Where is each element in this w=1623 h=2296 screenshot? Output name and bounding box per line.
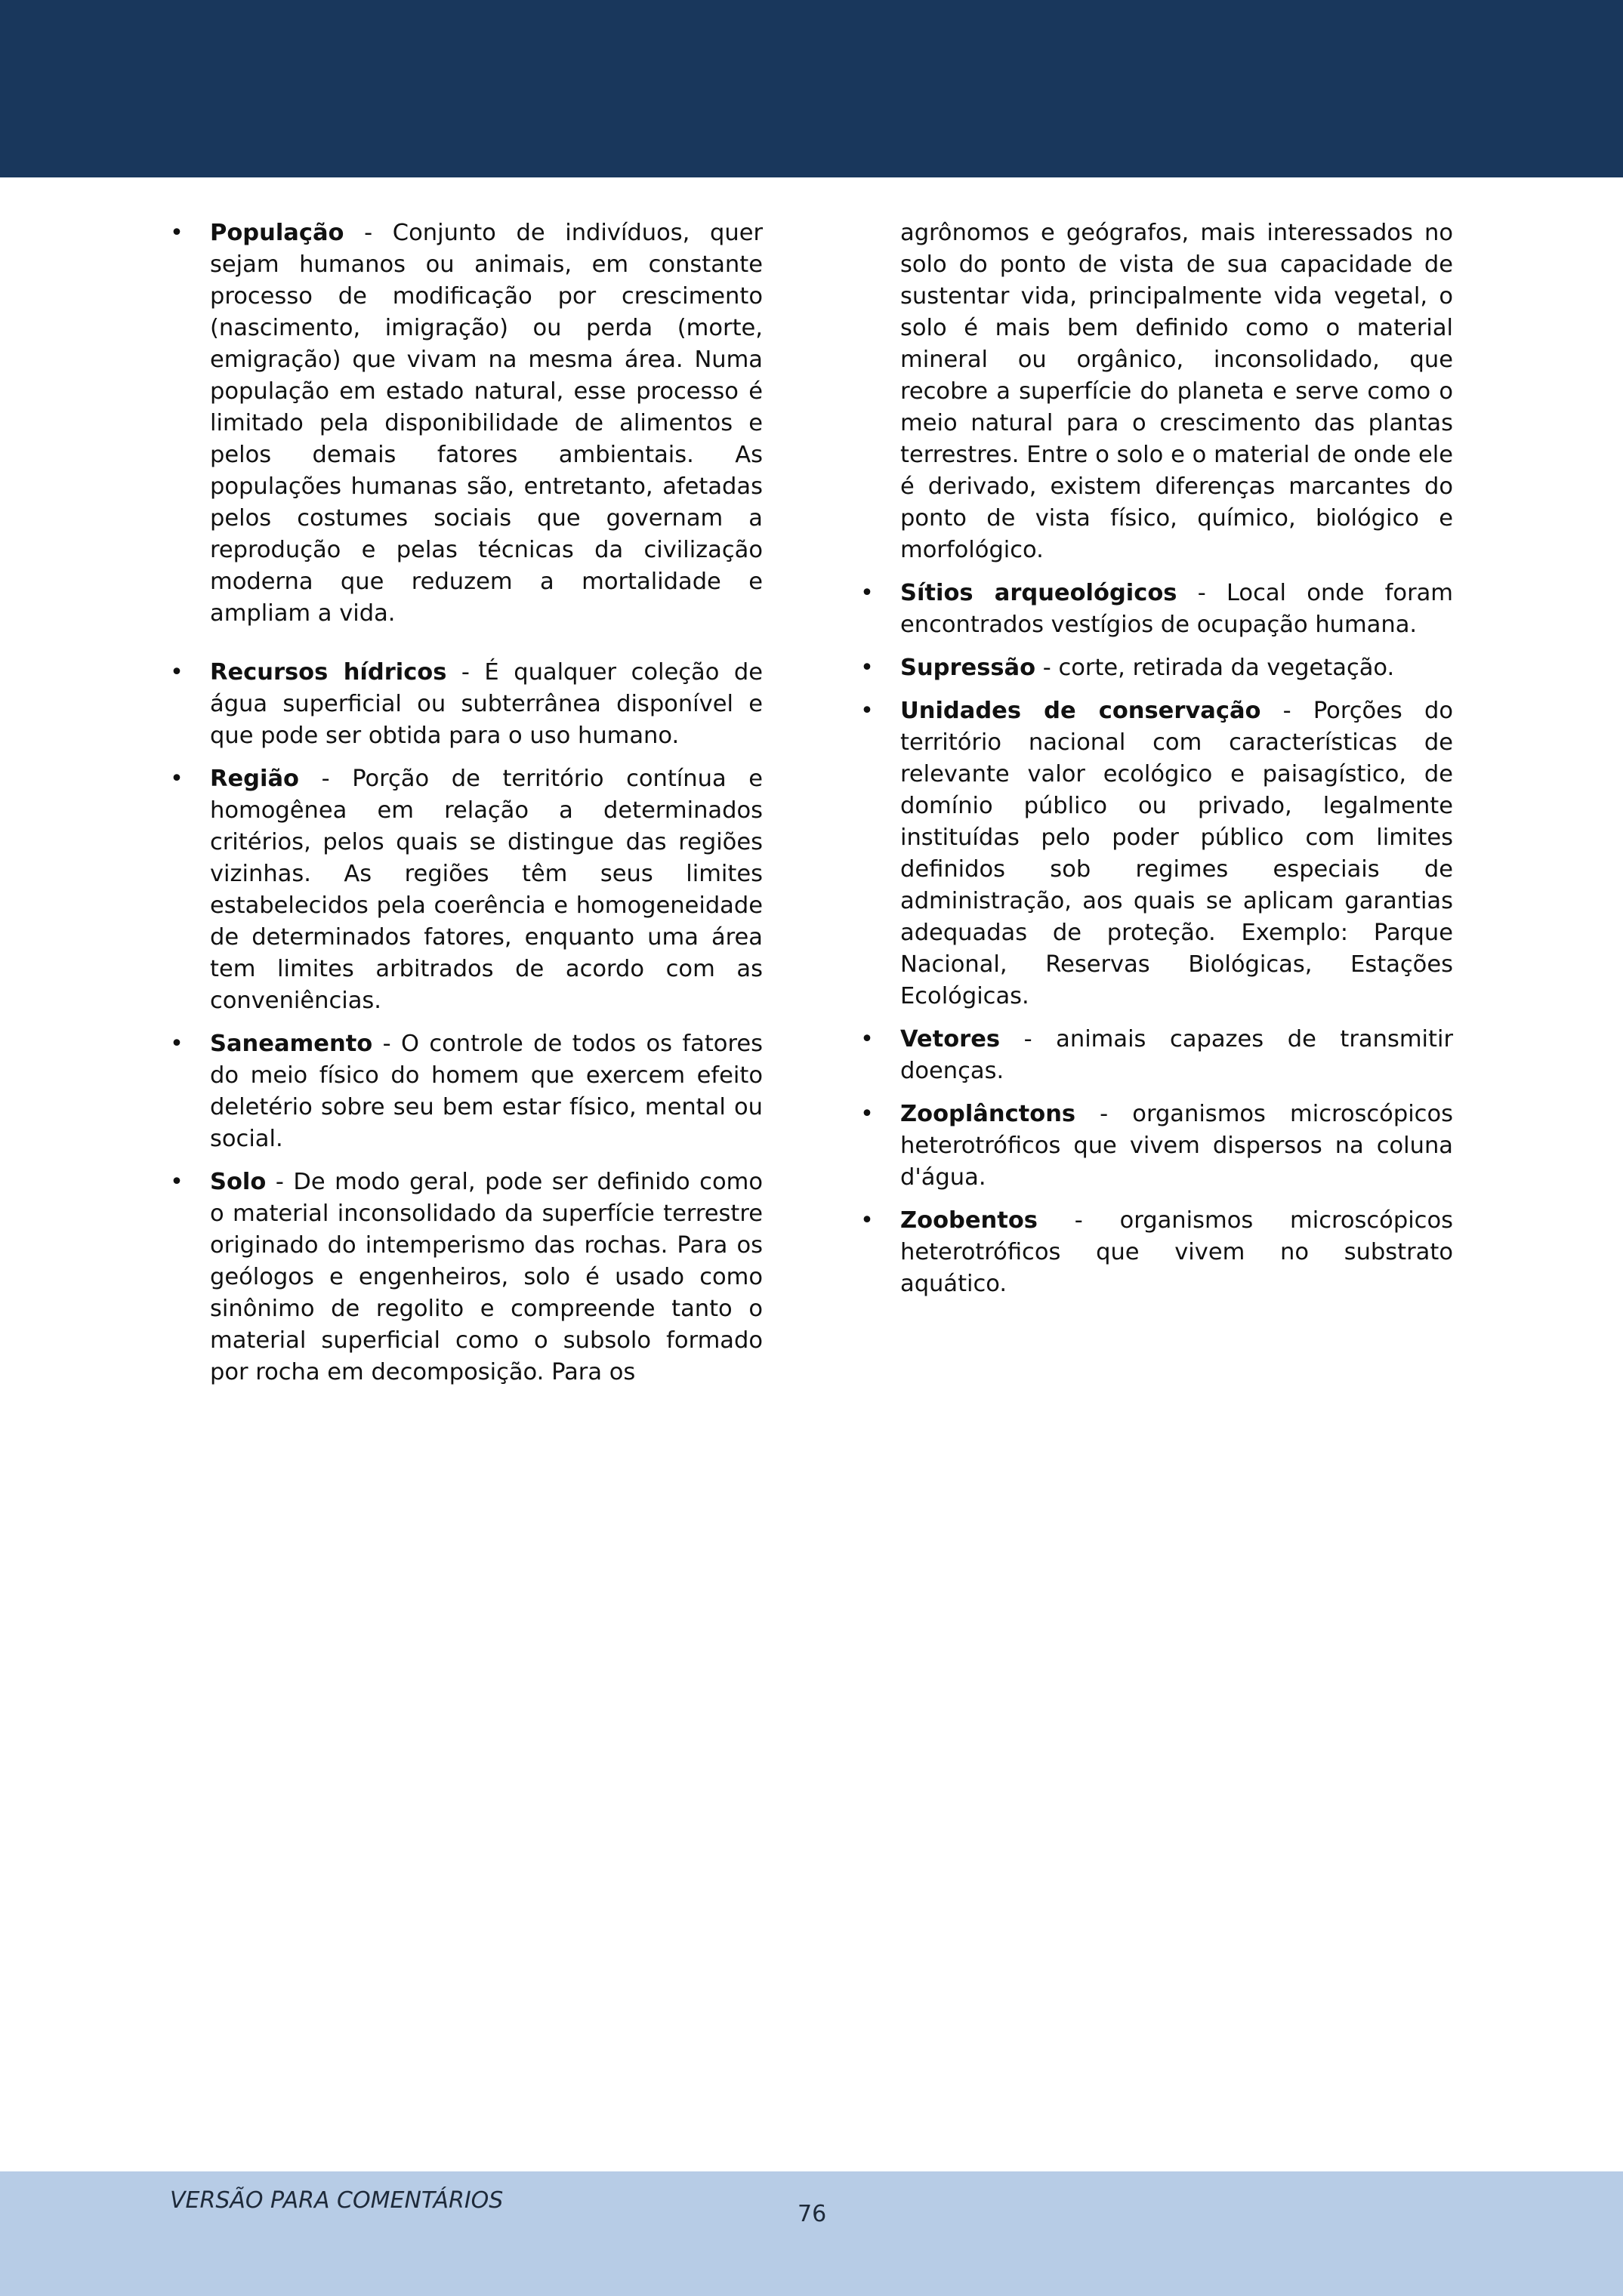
- glossary-entry-zoobentos: [855, 1205, 1453, 1300]
- bullet-icon: •: [860, 1101, 874, 1127]
- glossary-entry-zooplanctons: [855, 1099, 1453, 1194]
- bullet-icon: •: [860, 1026, 874, 1052]
- bullet-icon: •: [860, 655, 874, 681]
- glossary-entry-unidades-de-conservacao: [855, 695, 1453, 1012]
- glossary-entry-recursos-hidricos: [165, 657, 763, 752]
- glossary-term: Supressão: [900, 655, 1036, 681]
- glossary-term: Região: [210, 766, 299, 792]
- glossary-definition: - O controle de todos os fatores do meio físico do homem que exercem efeito deletério sobre seu bem estar físico, mental ou social.: [210, 1031, 763, 1152]
- header-band: [0, 0, 1623, 177]
- glossary-definition: - Porção de território contínua e homogênea em relação a determinados critérios, pelos quais se distingue das regiões vizinhas. As regiões têm seus limites estabelecidos pela coerência e homogeneidade de determinados fatores, enquanto uma área tem limites arbitrados de acordo com as conveniências.: [210, 766, 763, 1014]
- glossary-term: Zoobentos: [900, 1207, 1038, 1234]
- glossary-term: Recursos hídricos: [210, 659, 447, 686]
- bullet-icon: •: [860, 1207, 874, 1234]
- glossary-term: Vetores: [900, 1026, 1001, 1052]
- glossary-definition: - É qualquer coleção de água superficial ou subterrânea disponível e que pode ser obtida para o uso humano.: [210, 659, 763, 749]
- bullet-icon: •: [860, 580, 874, 606]
- bullet-icon: •: [170, 766, 184, 792]
- glossary-definition: - organismos microscópicos heterotróficos que vivem no substrato aquático.: [900, 1207, 1453, 1297]
- bullet-icon: •: [860, 698, 874, 724]
- glossary-definition: - organismos microscópicos heterotróficos que vivem dispersos na coluna d'água.: [900, 1101, 1453, 1191]
- glossary-term: Zooplânctons: [900, 1101, 1076, 1127]
- footer-version-label: VERSÃO PARA COMENTÁRIOS: [170, 2187, 504, 2214]
- glossary-term: População: [210, 220, 344, 246]
- glossary-definition: - De modo geral, pode ser definido como o material inconsolidado da superfície terrestre originado do intemperismo das rochas. Para os geólogos e engenheiros, solo é usado como sinônimo de regolito e compreende tanto o material superficial como o subsolo formado por rocha em decomposição. Para os: [210, 1169, 763, 1385]
- glossary-definition: - Porções do território nacional com características de relevante valor ecológico e paisagístico, de domínio público ou privado, legalmente instituídas pelo poder público com limites definidos sob regimes especiais de administração, aos quais se aplicam garantias adequadas de proteção. Exemplo: Parque Nacional, Reservas Biológicas, Estações Ecológicas.: [900, 698, 1454, 1009]
- glossary-term: Saneamento: [210, 1031, 373, 1057]
- solo-definition-continuation: agrônomos e geógrafos, mais interessados no solo do ponto de vista de sua capacidade de sustentar vida, principalmente vida vegetal, o solo é mais bem definido como o material mineral ou orgânico, inconsolidado, que recobre a superfície do planeta e serve como o meio natural para o crescimento das plantas terrestres. Entre o solo e o material de onde ele é derivado, existem diferenças marcantes do ponto de vista físico, químico, biológico e morfológico.: [900, 220, 1453, 563]
- bullet-icon: •: [170, 220, 184, 246]
- bullet-icon: •: [170, 1169, 184, 1195]
- glossary-definition: - Conjunto de indivíduos, quer sejam humanos ou animais, em constante processo de modificação por crescimento (nascimento, imigração) ou perda (morte, emigração) que vivam na mesma área. Numa população em estado natural, esse processo é limitado pela disponibilidade de alimentos e pelos demais fatores ambientais. As populações humanas são, entretanto, afetadas pelos costumes sociais que governam a reprodução e pelas técnicas da civilização moderna que reduzem a mortalidade e ampliam a vida.: [210, 220, 763, 627]
- glossary-entry-populacao: [165, 217, 763, 630]
- glossary-definition: - Local onde foram encontrados vestígios de ocupação humana.: [900, 580, 1454, 638]
- glossary-entry-sitios-arqueologicos: [855, 578, 1453, 641]
- bullet-icon: •: [170, 659, 184, 686]
- bullet-icon: •: [170, 1031, 184, 1057]
- glossary-term: Solo: [210, 1169, 267, 1195]
- glossary-definition: - animais capazes de transmitir doenças.: [900, 1026, 1453, 1084]
- page-number: 76: [798, 2201, 827, 2227]
- glossary-entry-solo: [165, 1166, 763, 1388]
- glossary-entry-supressao: [855, 652, 1453, 684]
- glossary-entry-regiao: [165, 763, 763, 1017]
- right-column: [855, 217, 1453, 1311]
- glossary-entry-vetores: [855, 1024, 1453, 1087]
- glossary-term: Unidades de conservação: [900, 698, 1261, 724]
- glossary-term: Sítios arqueológicos: [900, 580, 1177, 606]
- left-column: [165, 217, 763, 1400]
- glossary-entry-saneamento: [165, 1028, 763, 1155]
- glossary-definition: - corte, retirada da vegetação.: [1035, 655, 1395, 681]
